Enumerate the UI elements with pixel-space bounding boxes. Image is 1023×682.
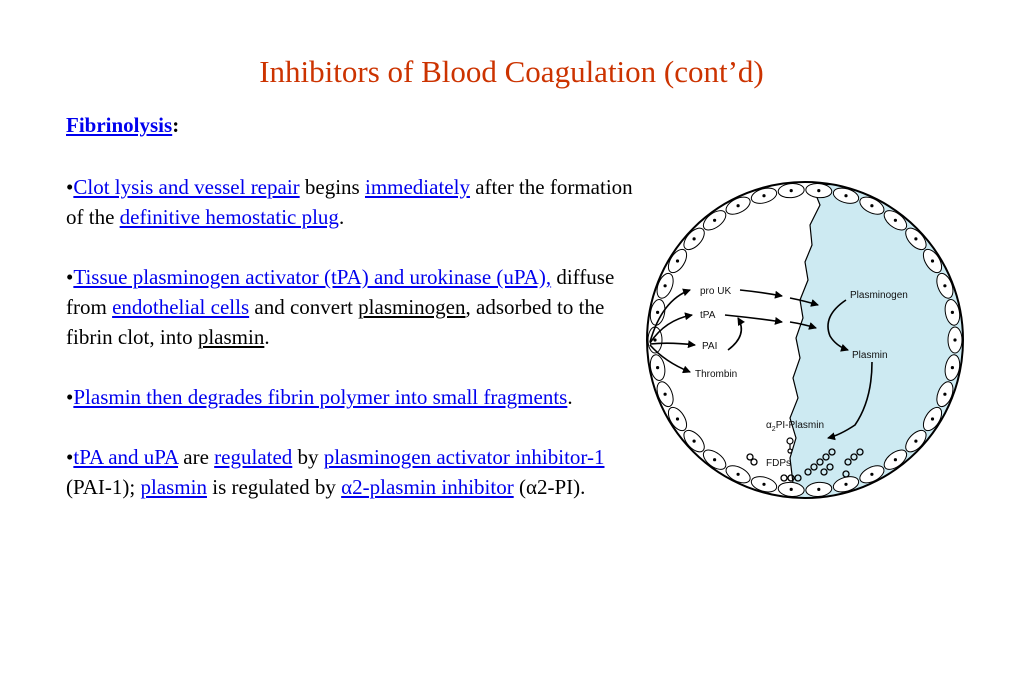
cell-nucleus	[914, 440, 917, 443]
cell-nucleus	[790, 488, 793, 491]
alpha2-inhibitor-link[interactable]: α2-plasmin inhibitor	[341, 475, 514, 499]
cell-nucleus	[664, 284, 667, 287]
hemostatic-plug-link[interactable]: definitive hemostatic plug	[119, 205, 339, 229]
bullet-text: .	[567, 385, 573, 409]
cell-nucleus	[914, 237, 917, 240]
cell-nucleus	[953, 338, 956, 341]
regulated-link[interactable]: regulated	[214, 445, 293, 469]
cell-nucleus	[943, 284, 946, 287]
bullet-text: , adsorbed to the fibrin clot, into	[66, 295, 605, 349]
bullet-marker: •	[66, 445, 74, 469]
bullet-text: begins	[299, 175, 365, 199]
label-plasmin: Plasmin	[852, 350, 888, 361]
bullet-text: (PAI-1);	[66, 475, 141, 499]
cell-nucleus	[762, 194, 765, 197]
endothelial-cells-link[interactable]: endothelial cells	[112, 295, 250, 319]
label-plasminogen: Plasminogen	[850, 290, 908, 301]
cell-nucleus	[894, 219, 897, 222]
bullet-list	[66, 172, 636, 532]
cell-nucleus	[943, 393, 946, 396]
section-heading	[66, 111, 179, 139]
cell-nucleus	[790, 189, 793, 192]
plasmin-degrades-link[interactable]: Plasmin then degrades fibrin polymer into small fragments	[73, 385, 568, 409]
cell-nucleus	[693, 440, 696, 443]
cell-nucleus	[676, 259, 679, 262]
plasminogen-term: plasminogen	[358, 295, 466, 319]
fibrinolysis-link[interactable]: Fibrinolysis	[66, 113, 173, 137]
cell-nucleus	[870, 204, 873, 207]
cell-nucleus	[817, 189, 820, 192]
label-thrombin: Thrombin	[695, 369, 738, 380]
cell-nucleus	[713, 219, 716, 222]
bullet-item	[66, 382, 636, 412]
bullet-text: is regulated by	[206, 475, 342, 499]
cell-nucleus	[762, 483, 765, 486]
cell-nucleus	[737, 204, 740, 207]
plasmin-link[interactable]: plasmin	[140, 475, 207, 499]
slide-title: Inhibitors of Blood Coagulation (cont’d)	[259, 54, 764, 89]
bullet-item	[66, 442, 636, 502]
bullet-text: and convert	[249, 295, 359, 319]
bullet-marker: •	[66, 265, 74, 289]
cell-nucleus	[693, 237, 696, 240]
bullet-text: diffuse from	[66, 265, 615, 319]
cell-nucleus	[737, 473, 740, 476]
cell-nucleus	[844, 483, 847, 486]
label-pai: PAI	[702, 341, 718, 352]
cell-nucleus	[931, 259, 934, 262]
bullet-text: .	[338, 205, 345, 229]
cell-nucleus	[951, 366, 954, 369]
tpa-upa-link[interactable]: Tissue plasminogen activator (tPA) and urokinase (uPA),	[73, 265, 552, 289]
arrow-tpa-to-clot	[725, 315, 782, 322]
immediately-link[interactable]: immediately	[364, 175, 470, 199]
cell-nucleus	[676, 417, 679, 420]
cell-nucleus	[844, 194, 847, 197]
label-pro-uk: pro UK	[700, 286, 732, 297]
bullet-text: (α2-PI).	[513, 475, 586, 499]
bullet-text: are	[178, 445, 215, 469]
bullet-marker: •	[66, 385, 74, 409]
clot-lysis-link[interactable]: Clot lysis and vessel repair	[73, 175, 300, 199]
cell-nucleus	[870, 473, 873, 476]
pi-plasmin-complex-icon	[787, 438, 793, 453]
cell-nucleus	[656, 366, 659, 369]
cell-nucleus	[664, 393, 667, 396]
cell-nucleus	[713, 458, 716, 461]
plasmin-term: plasmin	[197, 325, 265, 349]
cell-nucleus	[817, 488, 820, 491]
pai1-link[interactable]: plasminogen activator inhibitor-1	[323, 445, 605, 469]
arrow-pro-uk-to-clot	[740, 290, 782, 296]
bullet-item	[66, 172, 636, 232]
cell-nucleus	[656, 311, 659, 314]
label-fdps: FDPs	[766, 458, 791, 469]
bullet-text: .	[264, 325, 270, 349]
label-alpha2-pi-plasmin: $\alpha_2PI$-Plasmin	[766, 420, 825, 433]
heading-colon: :	[172, 113, 180, 137]
bullet-item	[66, 262, 636, 352]
cell-nucleus	[894, 458, 897, 461]
cell-nucleus	[931, 417, 934, 420]
bullet-text: by	[292, 445, 324, 469]
tpa-and-upa-link[interactable]: tPA and uPA	[73, 445, 179, 469]
bullet-marker: •	[66, 175, 74, 199]
label-tpa: tPA	[700, 310, 716, 321]
cell-nucleus	[951, 311, 954, 314]
bullet-text: after the formation of the	[66, 175, 633, 229]
fibrinolysis-diagram	[638, 180, 984, 500]
arrow-pai-inhibits-tpa	[728, 318, 741, 350]
